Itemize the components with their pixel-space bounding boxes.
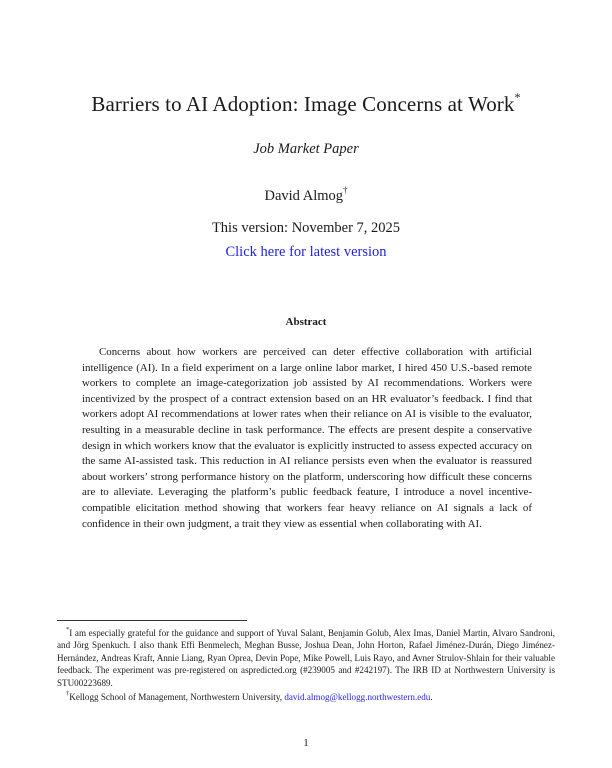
paper-title-text: Barriers to AI Adoption: Image Concerns at Work [91,92,515,116]
latest-version-link-container [0,243,612,261]
paper-title [0,86,612,117]
footnote-text: I am especially grateful for the guidance and support of Yuval Salant, Benjamin Golub, Alex Imas, Daniel Martin, Alvaro Sandroni, and Jörg Spenkuch. I also thank Effi Benmelech, Meghan Busse, Joshua Dean, John Horton, Rafael Jiménez-Durán, Diego Jiménez-Hernández, Andreas Kraft, Annie Liang, Ryan Oprea, Devin Pope, Mike Powell, Luis Rayo, and Avner Strulov-Shlain for their valuable feedback. The experiment was pre-registered on aspredicted.org (#239005 and #242197). The IRB ID at Northwestern University is STU00223689. [57,628,555,688]
title-footnote-marker[interactable]: * [514,90,521,104]
author-footnote-marker[interactable]: † [343,185,348,195]
version-date: This version: November 7, 2025 [211,220,401,236]
footnote-affiliation [57,689,555,703]
abstract-body: Concerns about how workers are perceived can deter effective collaboration with artificial intelligence (AI). In a field experiment on a large online labor market, I hired 450 U.S.-based remote workers to complete an image-categorization job assisted by AI recommendations. Workers were incentivized by the prospect of a contract extension based on an HR evaluator’s feedback. I find that workers adopt AI recommendations at lower rates when their reliance on AI is visible to the evaluator, resulting in a measurable decline in task performance. The effects are present despite a conservative design in which workers know that the evaluator is explicitly instructed to assess expected accuracy on the same AI-assisted task. This reduction in AI reliance persists even when the evaluator is reassured about workers’ strong performance history on the platform, underscoring how difficult these concerns are to alleviate. Leveraging the platform’s public feedback feature, I introduce a novel incentive-compatible elicitation method showing that workers fear heavy reliance on AI signals a lack of confidence in their own judgment, a trait they view as essential when collaborating with AI. [82,346,532,530]
footnote-suffix: . [430,692,433,703]
paper-subtitle: Job Market Paper [253,141,359,157]
author-name: David Almog [264,187,344,204]
footnote-marker: * [66,626,70,633]
footnotes [57,625,555,704]
footnote-acknowledgements [57,625,555,689]
page-number: 1 [303,737,309,749]
abstract-heading: Abstract [285,316,327,328]
author-line [0,182,612,205]
footnote-marker: † [66,690,70,698]
author-email-link[interactable]: david.almog@kellogg.northwestern.edu [284,692,431,703]
latest-version-link[interactable]: Click here for latest version [225,244,387,260]
footnote-divider [57,620,247,621]
footnote-text: Kellogg School of Management, Northwestern University, [69,692,285,703]
